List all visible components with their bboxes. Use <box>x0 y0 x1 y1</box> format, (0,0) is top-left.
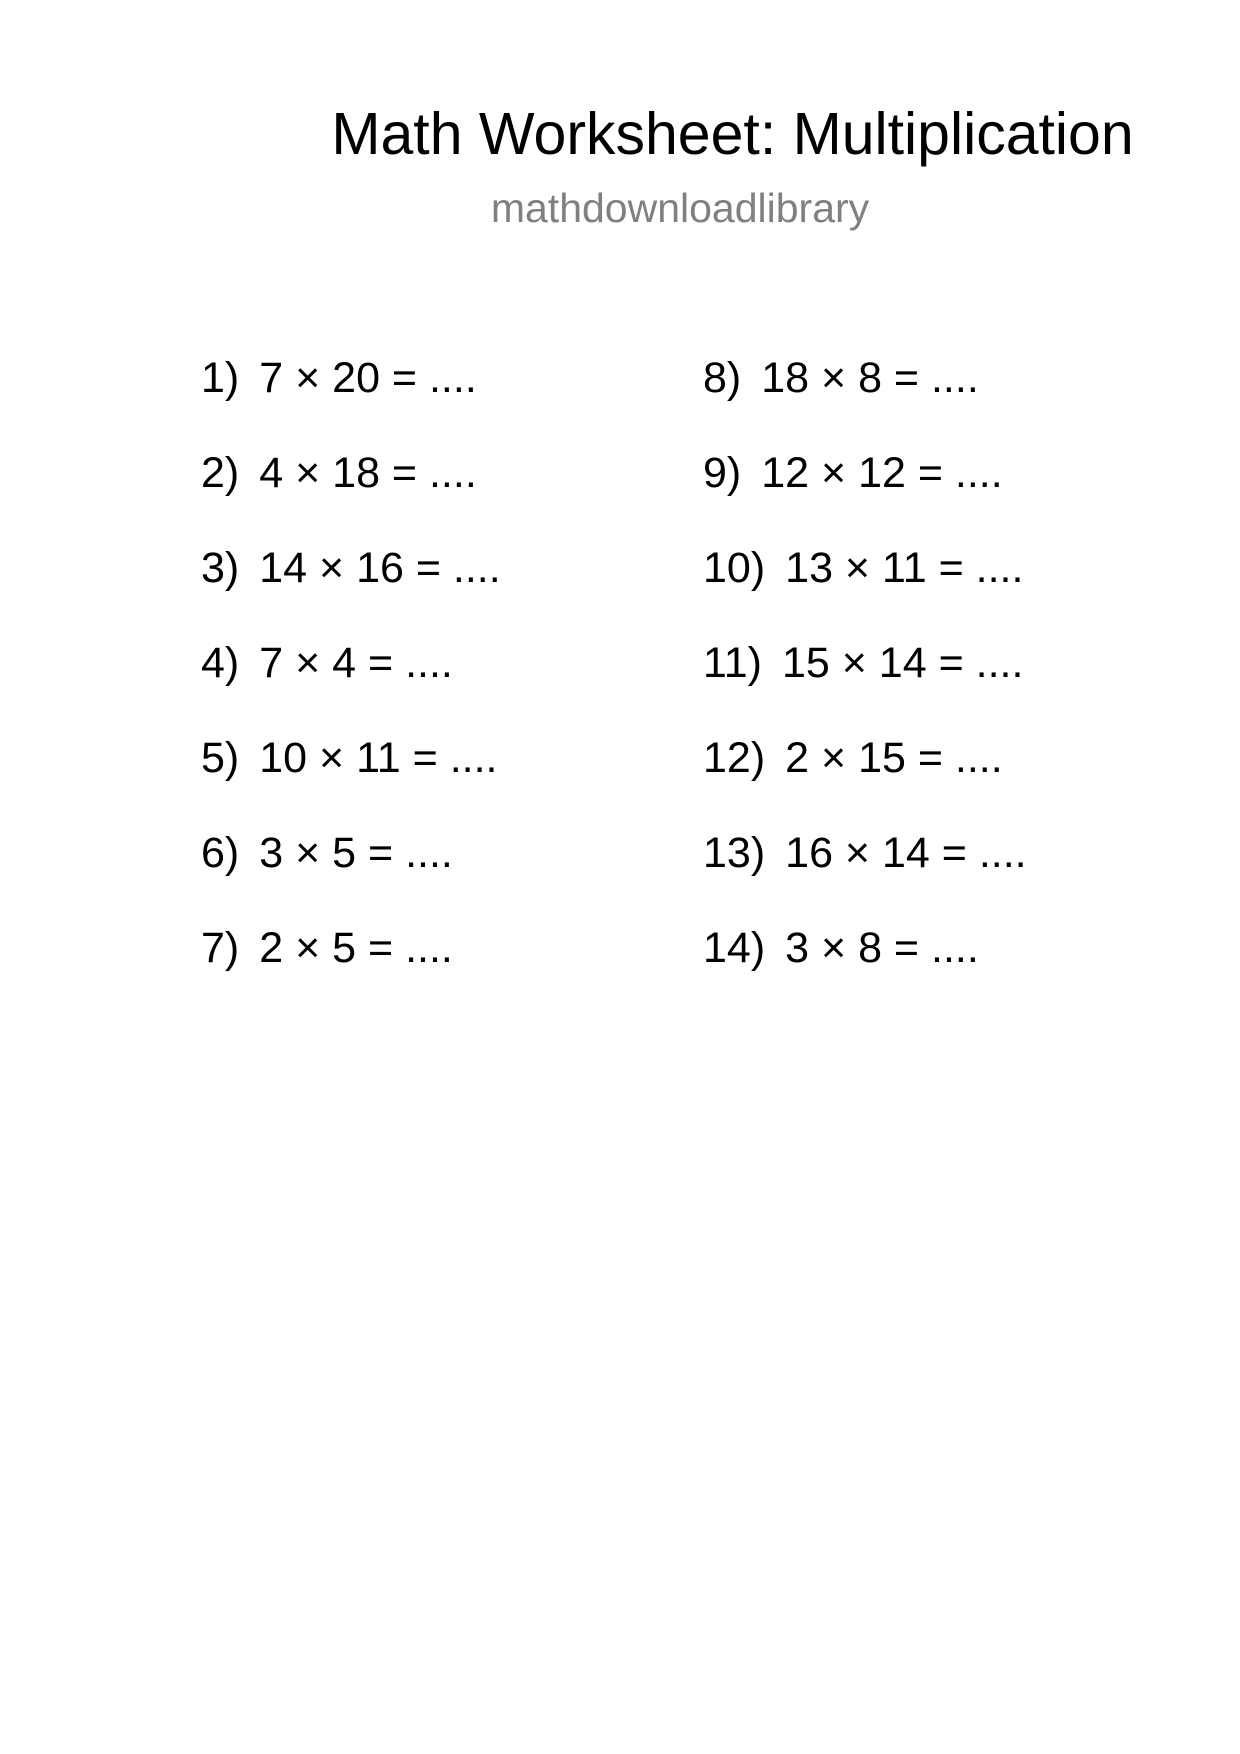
problem-number: 5) <box>201 734 240 782</box>
problem-item <box>703 633 1027 728</box>
problem-expression: 14 × 16 = .... <box>259 544 501 592</box>
problem-expression: 4 × 18 = .... <box>259 449 477 497</box>
problem-number: 6) <box>201 829 240 877</box>
problem-number: 10) <box>703 544 766 592</box>
problem-expression: 7 × 4 = .... <box>259 639 453 687</box>
problem-number: 12) <box>703 734 766 782</box>
problem-expression: 12 × 12 = .... <box>761 449 1003 497</box>
problem-expression: 3 × 5 = .... <box>259 829 453 877</box>
problem-item <box>703 918 1027 1013</box>
problem-number: 8) <box>703 354 742 402</box>
problem-number: 7) <box>201 924 240 972</box>
problem-number: 14) <box>703 924 766 972</box>
problem-expression: 2 × 5 = .... <box>259 924 453 972</box>
problem-expression: 18 × 8 = .... <box>761 354 979 402</box>
problem-expression: 16 × 14 = .... <box>785 829 1027 877</box>
problem-number: 1) <box>201 354 240 402</box>
problem-item <box>201 538 501 633</box>
problem-item <box>703 823 1027 918</box>
problem-item <box>703 443 1027 538</box>
problem-item <box>201 918 501 1013</box>
problem-expression: 7 × 20 = .... <box>259 354 477 402</box>
problem-expression: 15 × 14 = .... <box>781 639 1024 687</box>
problem-number: 13) <box>703 829 766 877</box>
problem-column-left <box>201 348 501 1013</box>
problem-item <box>201 348 501 443</box>
problem-number: 3) <box>201 544 240 592</box>
problem-item <box>703 728 1027 823</box>
problem-item <box>703 348 1027 443</box>
page-subtitle: mathdownloadlibrary <box>490 185 870 231</box>
problem-item <box>201 823 501 918</box>
problem-item <box>201 728 501 823</box>
problem-number: 9) <box>703 449 742 497</box>
problem-item <box>201 443 501 538</box>
problem-expression: 2 × 15 = .... <box>785 734 1003 782</box>
problem-number: 4) <box>201 639 240 687</box>
problem-item <box>201 633 501 728</box>
problem-number: 11) <box>703 639 762 687</box>
problem-number: 2) <box>201 449 240 497</box>
problem-expression: 13 × 11 = .... <box>785 544 1024 592</box>
problem-item <box>703 538 1027 633</box>
problem-column-right <box>703 348 1027 1013</box>
problem-expression: 10 × 11 = .... <box>259 734 498 782</box>
problem-expression: 3 × 8 = .... <box>785 924 979 972</box>
page-title: Math Worksheet: Multiplication <box>331 101 1134 167</box>
